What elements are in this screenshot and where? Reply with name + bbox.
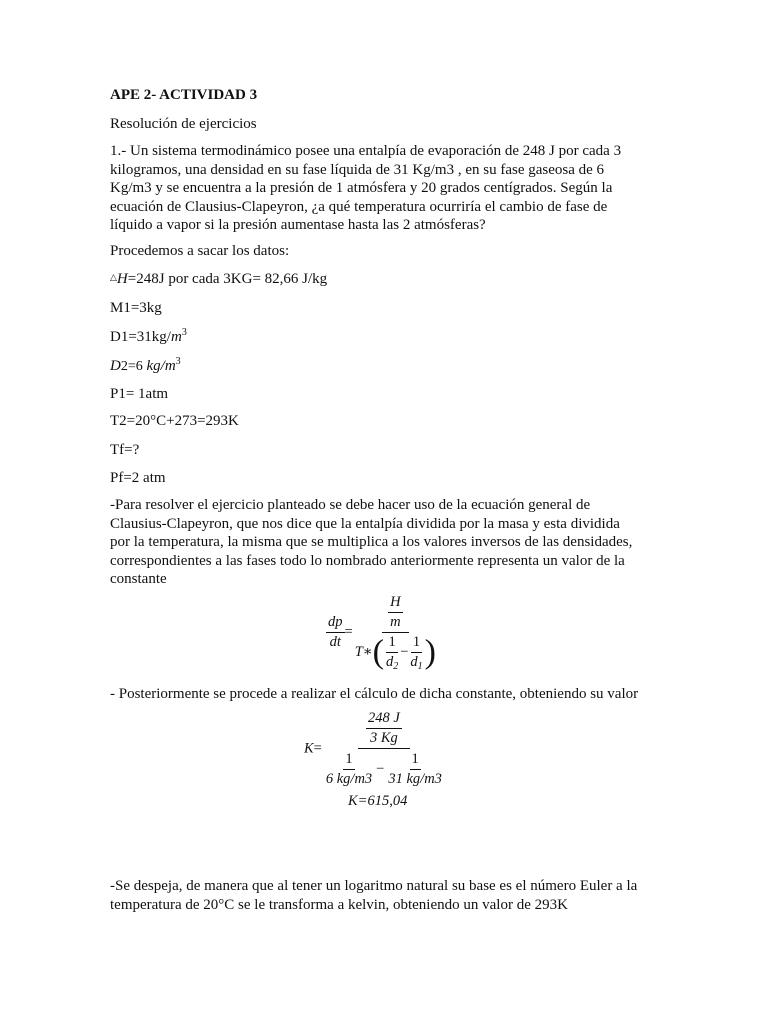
subtitle: Resolución de ejercicios	[110, 116, 257, 132]
explanation	[110, 496, 632, 589]
equation-k-result: K=615,04	[348, 793, 408, 809]
data-enthalpy	[110, 270, 327, 290]
problem-line: ecuación de Clausius-Clapeyron, ¿a qué temperatura ocurriría el cambio de fase de	[110, 198, 608, 215]
explanation-line: correspondientes a las fases todo lo nombrado anteriormente representa un valor de la	[110, 552, 625, 569]
inverse-d2: $\frac{1}{d_2}$	[385, 634, 399, 672]
step-two-text: - Posteriormente se procede a realizar el cálculo de dicha constante, obteniendo su valor	[110, 686, 639, 702]
d1-text: D1=31kg/	[110, 329, 171, 345]
h-over-m: $\frac{H}{m}$	[390, 594, 401, 630]
dp-dt-fraction: $\frac{dp}{dt}$	[328, 614, 343, 650]
inverse-density-gas: $\frac{1}{6 kg/m3}$	[325, 751, 373, 787]
equation-clausius-clapeyron	[326, 594, 438, 671]
data-t2: T2=20°C+273=293K	[110, 413, 239, 429]
d2-rest: 2=6	[120, 359, 143, 374]
d2-lhs: D	[110, 358, 121, 374]
equals-sign: =	[344, 623, 353, 640]
d2-unit: kg/m	[146, 358, 176, 374]
d2-exp: 3	[175, 356, 181, 367]
data-p1: P1= 1atm	[110, 386, 169, 402]
problem-line: 1.- Un sistema termodinámico posee una entalpía de evaporación de 248 J por cada 3	[110, 143, 622, 159]
inverse-density-liquid: $\frac{1}{31 kg/m3}$	[388, 751, 442, 787]
data-pf: Pf=2 atm	[110, 470, 166, 486]
enthalpy-var: H	[116, 271, 128, 287]
d1-exp: 3	[181, 327, 187, 338]
d1-unit: m	[170, 329, 182, 345]
explanation-line: Clausius-Clapeyron, que nos dice que la entalpía dividida por la masa y esta dividida	[110, 515, 620, 532]
data-m1: M1=3kg	[110, 300, 162, 316]
data-d1	[110, 328, 187, 349]
data-tf: Tf=?	[110, 442, 140, 458]
equation-constant-k: K= $\frac{248 J}{3 Kg}$ $\frac{1}{6 kg/m3}$ − $\frac{1}{31 kg/m3}$	[304, 710, 446, 788]
final-line: -Se despeja, de manera que al tener un logaritmo natural su base es el número Euler a la	[110, 878, 638, 894]
k-fraction: $\frac{248 J}{3 Kg}$ $\frac{1}{6 kg/m3}$ − $\frac{1}{31 kg/m3}$	[325, 710, 442, 787]
problem-statement	[110, 142, 621, 235]
data-d2	[110, 357, 181, 378]
inverse-d1: $\frac{1}{d_1}$	[410, 634, 423, 672]
explanation-line: -Para resolver el ejercicio planteado se debe hacer uso de la ecuación general de	[110, 497, 591, 513]
final-paragraph	[110, 877, 637, 914]
enthalpy-value: =248J por cada 3KG= 82,66 J/kg	[127, 271, 328, 287]
final-line: temperatura de 20°C se le transforma a kelvin, obteniendo un valor de 293K	[110, 896, 568, 913]
enthalpy-per-mass: $\frac{248 J}{3 Kg}$	[367, 710, 400, 746]
page-title: APE 2- ACTIVIDAD 3	[110, 87, 258, 103]
delta-icon: △	[110, 272, 117, 282]
problem-line: líquido a vapor si la presión aumentase hasta las 2 atmósferas?	[110, 217, 486, 233]
explanation-line: constante	[110, 571, 167, 587]
problem-line: kilogramos, una densidad en su fase líquida de 31 Kg/m3 , en su fase gaseosa de 6	[110, 161, 605, 178]
problem-line: Kg/m3 y se encuentra a la presión de 1 atmósfera y 20 grados centígrados. Según la	[110, 180, 613, 196]
data-intro: Procedemos a sacar los datos:	[110, 243, 290, 259]
k-var: K	[304, 740, 314, 757]
main-fraction: $\frac{H}{m}$ T∗( $\frac{1}{d_2}$ − $\frac{1}{d_1}$ )	[354, 594, 436, 672]
explanation-line: por la temperatura, la misma que se multiplica a los valores inversos de las densidades,	[110, 534, 633, 550]
